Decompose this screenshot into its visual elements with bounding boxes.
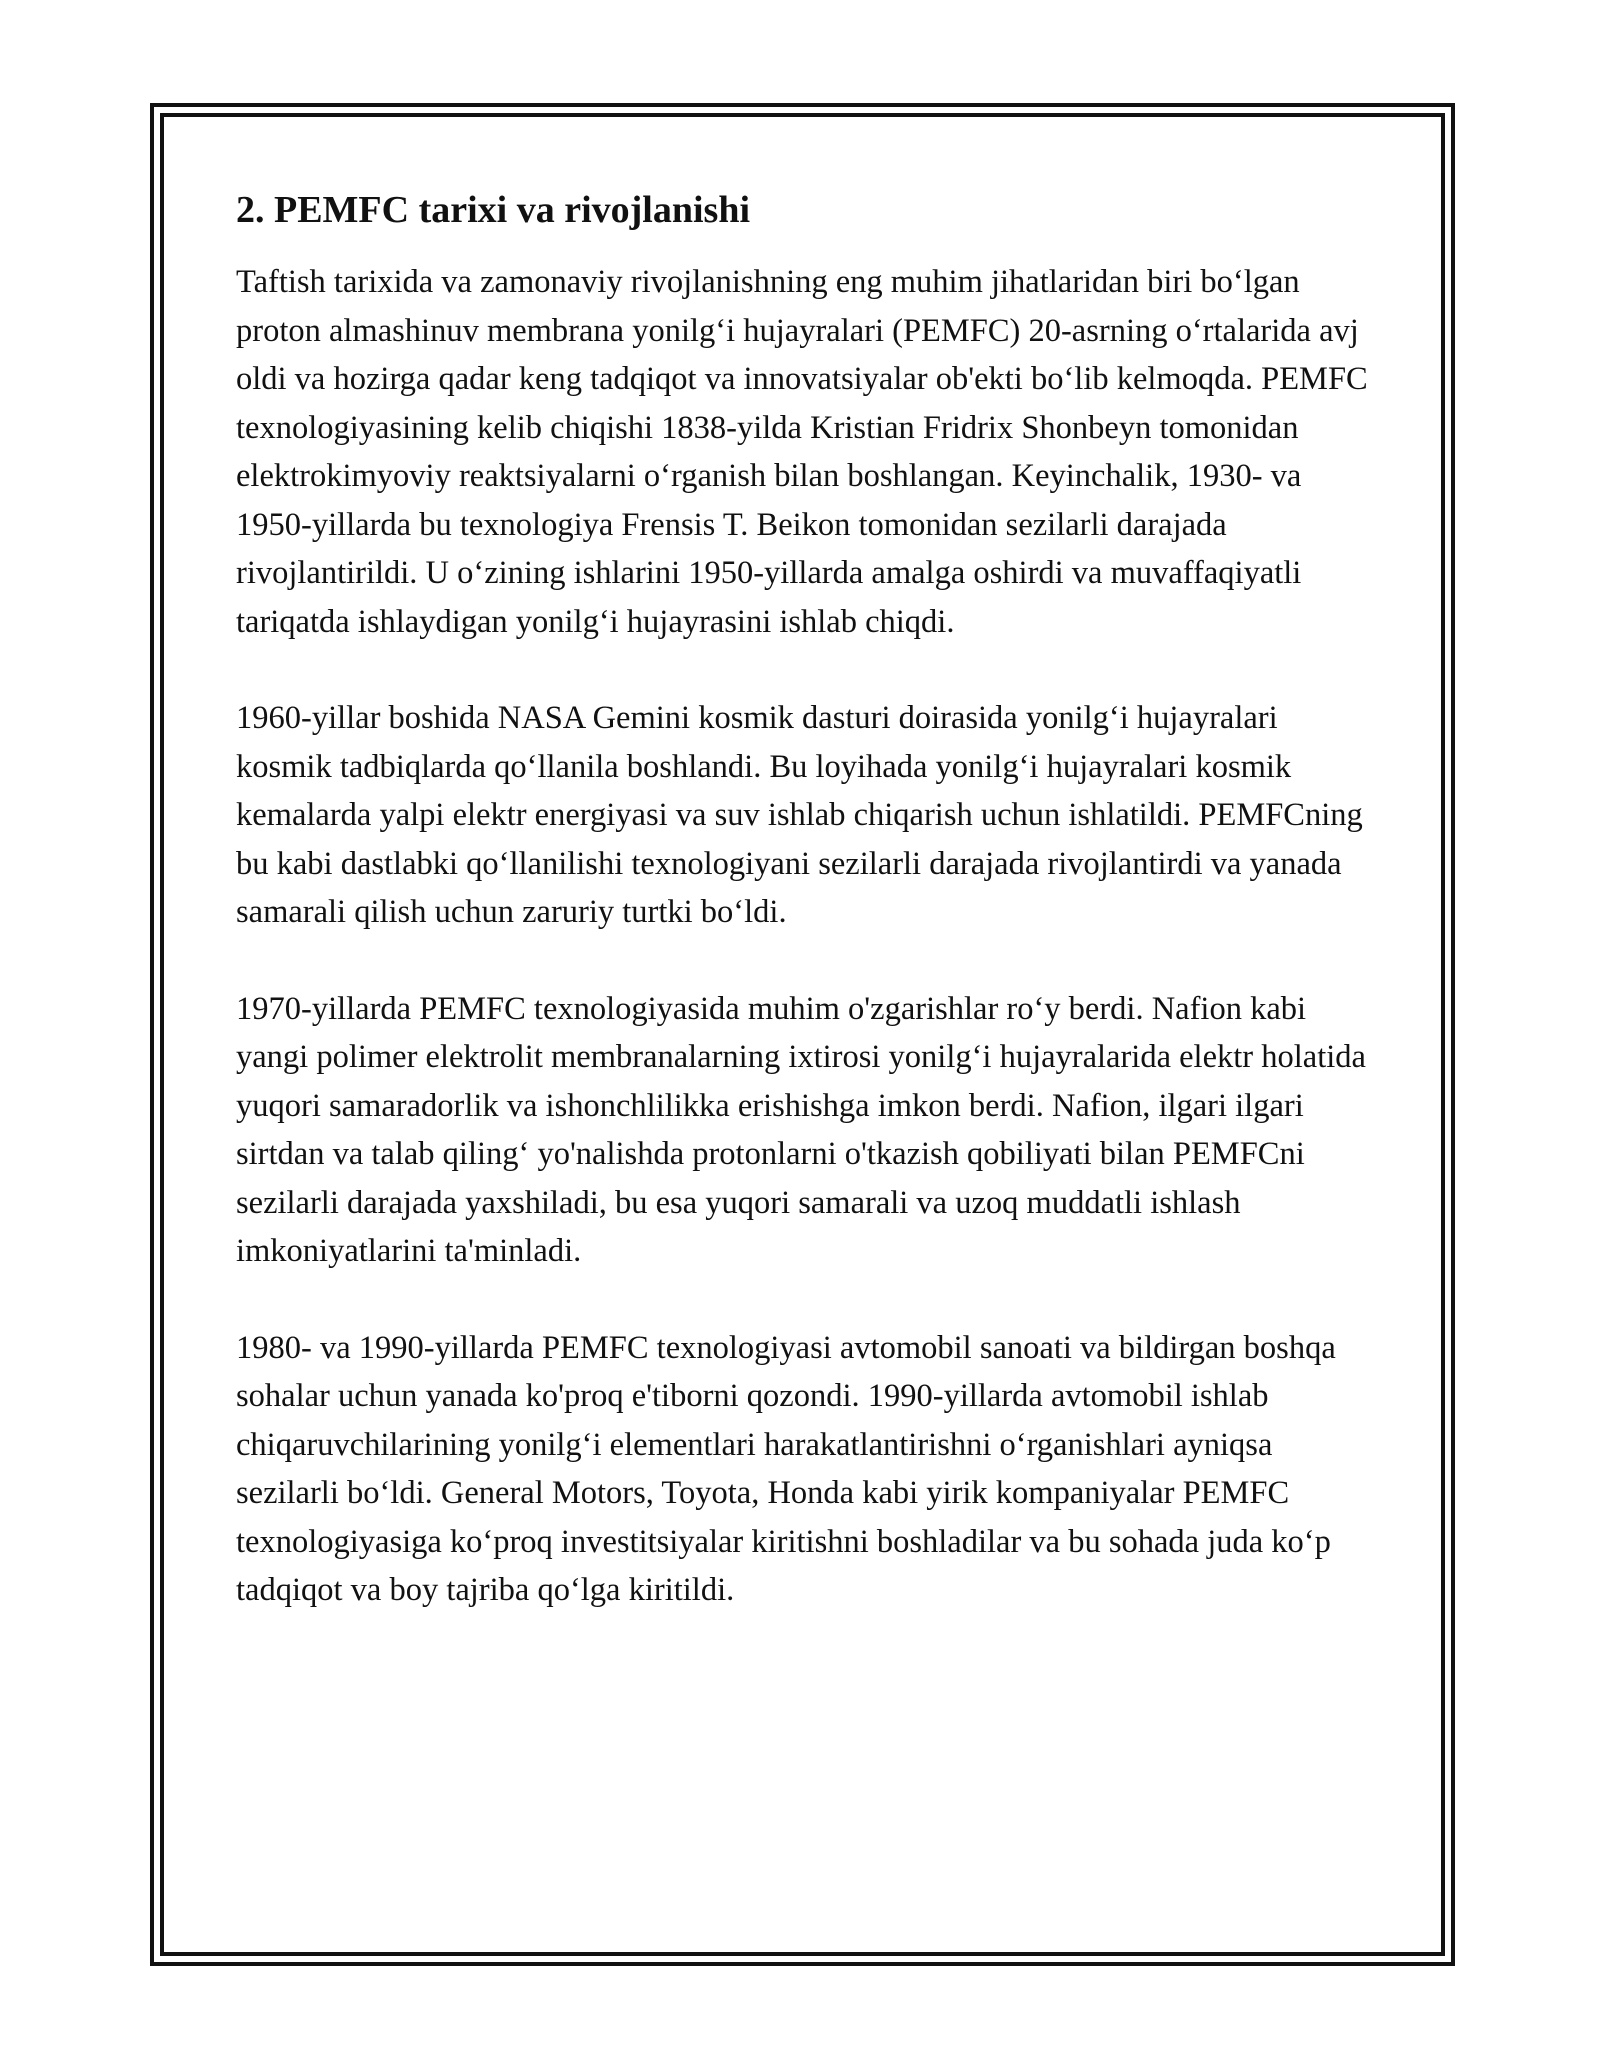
document-body [236, 186, 1376, 1663]
section-title: 2. PEMFC tarixi va rivojlanishi [236, 189, 751, 231]
paragraph-4: 1980- va 1990-yillarda PEMFC texnologiyasi avtomobil sanoati va bildirgan boshqa sohalar uchun yanada ko'proq e'tiborni qozondi. 1990-yillarda avtomobil ishlab chiqaruvchilarining yonilg‘i elementlari harakatlantirishni o‘rganishlari ayniqsa sezilarli bo‘ldi. General Motors, Toyota, Honda kabi yirik kompaniyalar PEMFC texnologiyasiga ko‘proq investitsiyalar kiritishni boshladilar va bu sohada juda ko‘p tadqiqot va boy tajriba qo‘lga kiritildi. [236, 1329, 1336, 1608]
paragraph-3: 1970-yillarda PEMFC texnologiyasida muhim o'zgarishlar ro‘y berdi. Nafion kabi yangi polimer elektrolit membranalarning ixtirosi yonilg‘i hujayralarida elektr holatida yuqori samaradorlik va ishonchlilikka erishishga imkon berdi. Nafion, ilgari ilgari sirtdan va talab qiling‘ yo'nalishda protonlarni o'tkazish qobiliyati bilan PEMFCni sezilarli darajada yaxshiladi, bu esa yuqori samarali va uzoq muddatli ishlash imkoniyatlarini ta'minladi. [236, 990, 1366, 1269]
paragraph-1: Taftish tarixida va zamonaviy rivojlanishning eng muhim jihatlaridan biri bo‘lgan proton almashinuv membrana yonilg‘i hujayralari (PEMFC) 20-asrning o‘rtalarida avj oldi va hozirga qadar keng tadqiqot va innovatsiyalar ob'ekti bo‘lib kelmoqda. PEMFC texnologiyasining kelib chiqishi 1838-yilda Kristian Fridrix Shonbeyn tomonidan elektrokimyoviy reaktsiyalarni o‘rganish bilan boshlangan. Keyinchalik, 1930- va 1950-yillarda bu texnologiya Frensis T. Beikon tomonidan sezilarli darajada rivojlantirildi. U o‘zining ishlarini 1950-yillarda amalga oshirdi va muvaffaqiyatli tariqatda ishlaydigan yonilg‘i hujayrasini ishlab chiqdi. [236, 264, 1368, 640]
paragraph-2: 1960-yillar boshida NASA Gemini kosmik dasturi doirasida yonilg‘i hujayralari kosmik tadbiqlarda qo‘llanila boshlandi. Bu loyihada yonilg‘i hujayralari kosmik kemalarda yalpi elektr energiyasi va suv ishlab chiqarish uchun ishlatildi. PEMFCning bu kabi dastlabki qo‘llanilishi texnologiyani sezilarli darajada rivojlantirdi va yanada samarali qilish uchun zaruriy turtki bo‘ldi. [236, 700, 1363, 930]
